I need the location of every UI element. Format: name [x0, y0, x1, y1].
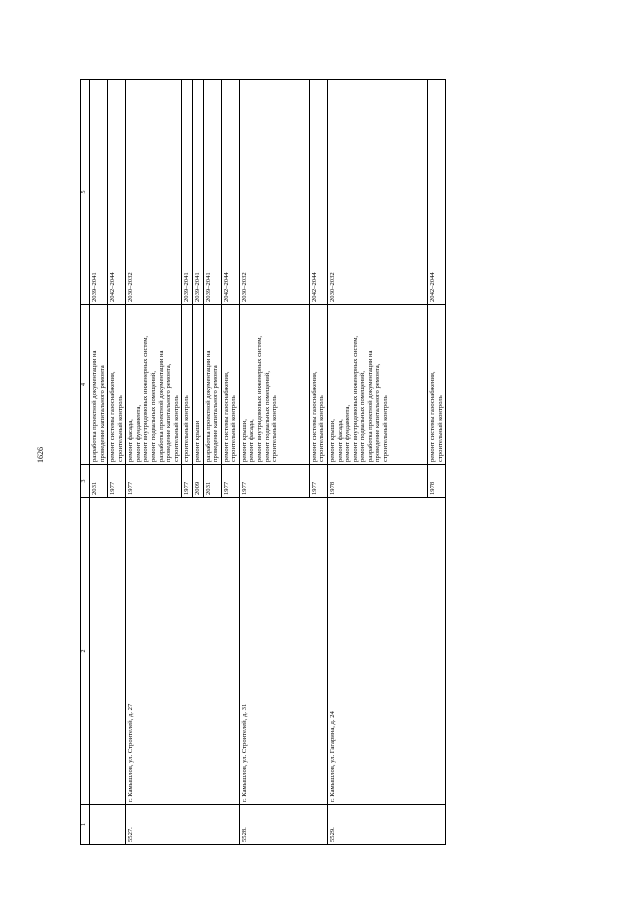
row-number-cell: 5527.	[126, 805, 240, 845]
year-cell: 2031	[203, 465, 221, 498]
period-cell: 2042–2044	[427, 80, 445, 305]
address-cell: г. Камышлов, ул. Строителей, д. 31	[239, 498, 327, 805]
year-cell: 1977	[239, 465, 309, 498]
table-row	[90, 80, 108, 845]
period-cell: 2039–2041	[90, 80, 108, 305]
year-cell: 1977	[221, 465, 239, 498]
works-cell: ремонт системы газоснабжения, строительный контроль	[221, 305, 239, 465]
works-cell: строительный контроль	[182, 305, 193, 465]
year-cell: 2009	[192, 465, 203, 498]
period-cell: 2039–2041	[203, 80, 221, 305]
table-frame	[80, 80, 520, 845]
year-cell: 1977	[309, 465, 327, 498]
address-cell: г. Камышлов, ул. Строителей, д. 27	[126, 498, 240, 805]
column-header-2: 2	[81, 498, 90, 805]
year-cell: 1977	[108, 465, 126, 498]
year-cell: 1977	[182, 465, 193, 498]
table-row	[126, 80, 182, 845]
column-header-3: 3	[81, 465, 90, 498]
works-cell: разработка проектной документации на проведение капитального ремонта	[203, 305, 221, 465]
column-header-1: 1	[81, 805, 90, 845]
year-cell: 1978	[427, 465, 445, 498]
works-cell: ремонт крыши, ремонт фасада, ремонт фундамента, ремонт внутридомовых инженерных систем, ремонт подвальных помещений, разработка проектной документации на проведение капитального ремонта, строительный контроль	[327, 305, 427, 465]
address-cell	[90, 498, 126, 805]
period-cell: 2042–2044	[309, 80, 327, 305]
works-cell: разработка проектной документации на проведение капитального ремонта	[90, 305, 108, 465]
row-number-cell: 5528.	[239, 805, 327, 845]
repair-schedule-table	[80, 79, 446, 845]
rotated-table-container	[80, 80, 520, 845]
year-cell: 1977	[126, 465, 182, 498]
header-row	[81, 80, 90, 845]
address-cell: г. Камышлов, ул. Гагарина, д. 24	[327, 498, 445, 805]
period-cell: 2030–2032	[327, 80, 427, 305]
works-cell: ремонт системы газоснабжения, строительный контроль	[427, 305, 445, 465]
column-header-5: 5	[81, 80, 90, 305]
page-number: 1626	[35, 447, 45, 463]
period-cell: 2042–2044	[221, 80, 239, 305]
period-cell: 2039–2041	[192, 80, 203, 305]
period-cell: 2030–2032	[126, 80, 182, 305]
table-row	[327, 80, 427, 845]
period-cell: 2039–2041	[182, 80, 193, 305]
works-cell: ремонт крыши, ремонт фасада, ремонт внутридомовых инженерных систем, ремонт подвальных помещений, строительный контроль	[239, 305, 309, 465]
column-header-4: 4	[81, 305, 90, 465]
works-cell: ремонт крыши	[192, 305, 203, 465]
table-row	[239, 80, 309, 845]
works-cell: ремонт системы газоснабжения, строительный контроль	[108, 305, 126, 465]
row-number-cell: 5529.	[327, 805, 445, 845]
period-cell: 2030–2032	[239, 80, 309, 305]
period-cell: 2042–2044	[108, 80, 126, 305]
row-number-cell	[90, 805, 126, 845]
year-cell: 2031	[90, 465, 108, 498]
year-cell: 1978	[327, 465, 427, 498]
works-cell: ремонт системы газоснабжения, строительный контроль	[309, 305, 327, 465]
works-cell: ремонт фасада, ремонт фундамента, ремонт внутридомовых инженерных систем, ремонт подвальных помещений, разработка проектной документации на проведение капитального ремонта, строительный контроль	[126, 305, 182, 465]
